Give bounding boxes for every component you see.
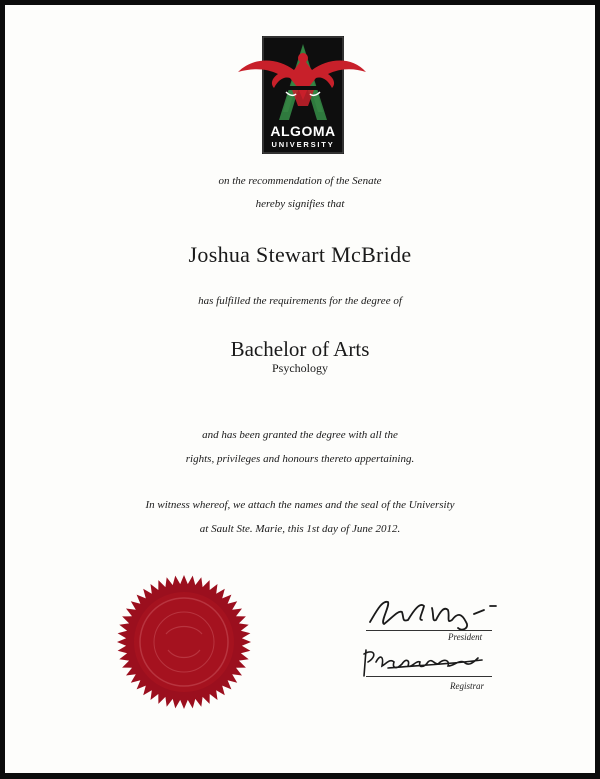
algoma-university-crest (236, 36, 368, 154)
registrar-signature-line (366, 676, 492, 677)
registrar-title: Registrar (450, 681, 485, 691)
president-signature-line (366, 630, 492, 631)
registrar-signature (360, 646, 500, 678)
degree-title: Bachelor of Arts (230, 337, 370, 361)
degree-major: Psychology (271, 361, 328, 375)
president-signature (362, 592, 512, 634)
president-title: President (448, 632, 483, 642)
university-seal (116, 574, 252, 710)
witness-text: In witness whereof, we attach the names and the seal of the University (145, 499, 455, 511)
place-date-text: at Sault Ste. Marie, this 1st day of June 2012. (199, 523, 401, 535)
granted-text: and has been granted the degree with all the (202, 429, 398, 441)
signifies-text: hereby signifies that (255, 198, 345, 210)
crest-name-line2: UNIVERSITY (271, 140, 335, 149)
privileges-text: rights, privileges and honours thereto appertaining. (185, 453, 415, 465)
crest-name-line1: ALGOMA (270, 123, 336, 139)
requirements-text: has fulfilled the requirements for the degree of (198, 295, 402, 307)
graduate-name: Joshua Stewart McBride (188, 242, 412, 267)
senate-recommendation-text: on the recommendation of the Senate (218, 175, 382, 187)
